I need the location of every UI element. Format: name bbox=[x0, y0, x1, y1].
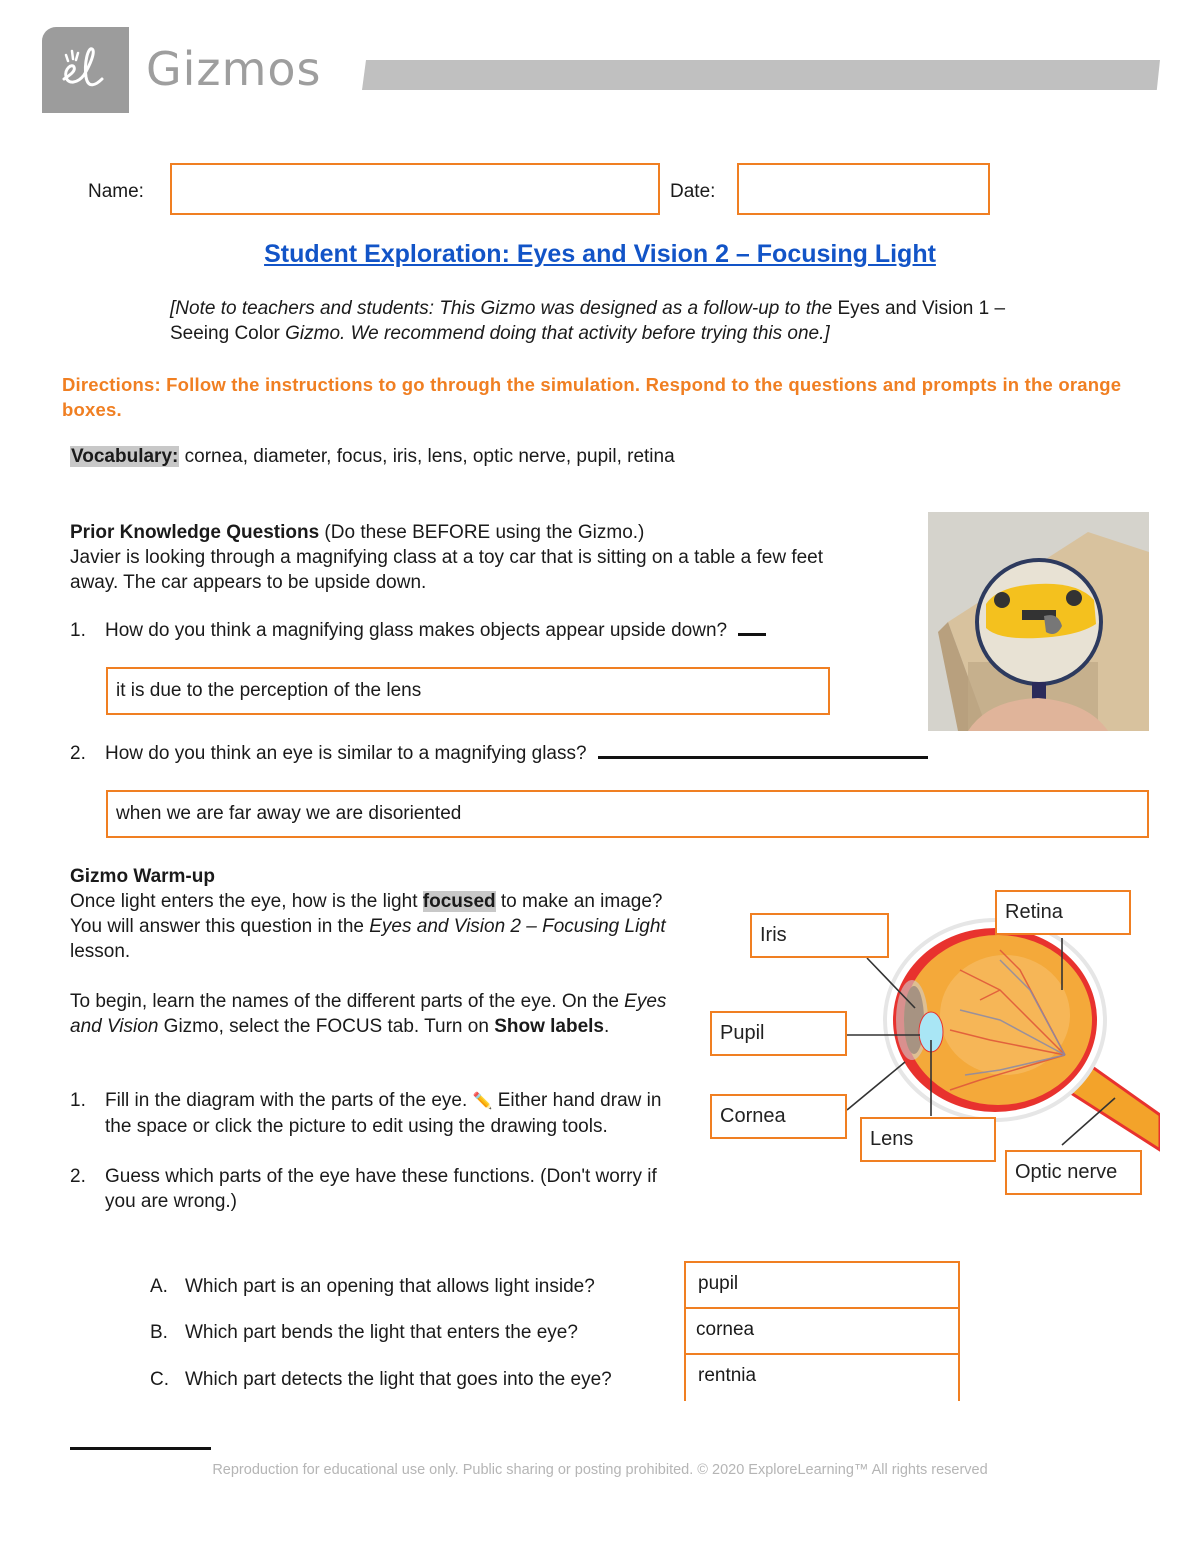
prior-knowledge-intro: Javier is looking through a magnifying class at a toy car that is sitting on a table a few feet away. The car appears to be upside down. bbox=[70, 547, 824, 593]
magnifying-glass-photo bbox=[928, 512, 1149, 731]
label-lens[interactable]: Lens bbox=[860, 1117, 996, 1162]
warmup-step-1: 1. Fill in the diagram with the parts of the eye. ✏️ Either hand draw in the space or click the picture to edit using the drawing tools. bbox=[70, 1090, 662, 1137]
date-label: Date: bbox=[670, 181, 716, 202]
label-cornea[interactable]: Cornea bbox=[710, 1094, 847, 1139]
directions: Directions: Follow the instructions to go through the simulation. Respond to the questions and prompts in the orange boxes. bbox=[62, 374, 1122, 420]
warmup-paragraph-1: Once light enters the eye, how is the light focused to make an image? You will answer this question in the Eyes and Vision 2 – Focusing Light lesson. bbox=[70, 891, 666, 962]
warmup-step-2: 2. Guess which parts of the eye have these functions. (Don't worry if you are wrong.) bbox=[70, 1166, 657, 1212]
function-answer-b[interactable]: cornea bbox=[684, 1307, 960, 1355]
vocabulary-terms: cornea, diameter, focus, iris, lens, optic nerve, pupil, retina bbox=[179, 446, 675, 467]
prior-knowledge-section: Prior Knowledge Questions (Do these BEFORE using the Gizmo.) Javier is looking through a magnifying class at a toy car that is sitting on a table a few feet away. The car appears to be upside down. bbox=[70, 520, 870, 595]
label-retina[interactable]: Retina bbox=[995, 890, 1131, 935]
date-field[interactable] bbox=[737, 163, 990, 215]
name-field[interactable] bbox=[170, 163, 660, 215]
warmup-heading: Gizmo Warm-up bbox=[70, 866, 215, 887]
footnote-rule bbox=[70, 1447, 211, 1450]
vocabulary-label: Vocabulary: bbox=[71, 446, 179, 467]
explorelearning-logo bbox=[42, 27, 129, 113]
warmup-section bbox=[70, 864, 690, 1039]
function-question-c: C. Which part detects the light that goes into the eye? bbox=[150, 1369, 612, 1390]
page-title[interactable]: Student Exploration: Eyes and Vision 2 – Focusing Light bbox=[264, 240, 936, 268]
brand-name: Gizmos bbox=[146, 42, 322, 96]
vocabulary bbox=[70, 446, 675, 468]
function-answer-c[interactable]: rentnia bbox=[684, 1353, 960, 1401]
answer-blank-line bbox=[598, 756, 928, 759]
header-bar bbox=[362, 60, 1160, 90]
pencil-icon: ✏️ bbox=[472, 1093, 493, 1110]
warmup-steps bbox=[70, 1088, 690, 1239]
eye-diagram[interactable] bbox=[700, 880, 1160, 1200]
question-1: 1. How do you think a magnifying glass makes objects appear upside down? bbox=[70, 620, 766, 642]
prior-knowledge-heading: Prior Knowledge Questions bbox=[70, 522, 320, 543]
function-question-b: B. Which part bends the light that enters the eye? bbox=[150, 1322, 578, 1343]
function-answer-a[interactable]: pupil bbox=[684, 1261, 960, 1309]
teacher-note: [Note to teachers and students: This Gizmo was designed as a follow-up to the Eyes and Vision 1 – Seeing Color Gizmo. We recommend doing that activity before trying this one.] bbox=[170, 298, 1006, 344]
answer-blank-line bbox=[738, 633, 766, 636]
answer-box-2[interactable]: when we are far away we are disoriented bbox=[106, 790, 1149, 838]
el-logo-icon bbox=[56, 45, 116, 97]
warmup-paragraph-2: To begin, learn the names of the different parts of the eye. On the Eyes and Vision Gizmo, select the FOCUS tab. Turn on Show labels. bbox=[70, 991, 667, 1037]
name-label: Name: bbox=[88, 181, 144, 202]
label-pupil[interactable]: Pupil bbox=[710, 1011, 847, 1056]
answer-box-1[interactable]: it is due to the perception of the lens bbox=[106, 667, 830, 715]
question-2: 2. How do you think an eye is similar to a magnifying glass? bbox=[70, 743, 928, 765]
function-question-a: A. Which part is an opening that allows light inside? bbox=[150, 1276, 595, 1297]
magnifying-glass-image bbox=[928, 512, 1149, 731]
copyright-footer: Reproduction for educational use only. Public sharing or posting prohibited. © 2020 ExploreLearning™ All rights reserved bbox=[212, 1462, 988, 1478]
label-iris[interactable]: Iris bbox=[750, 913, 889, 958]
label-optic-nerve[interactable]: Optic nerve bbox=[1005, 1150, 1142, 1195]
